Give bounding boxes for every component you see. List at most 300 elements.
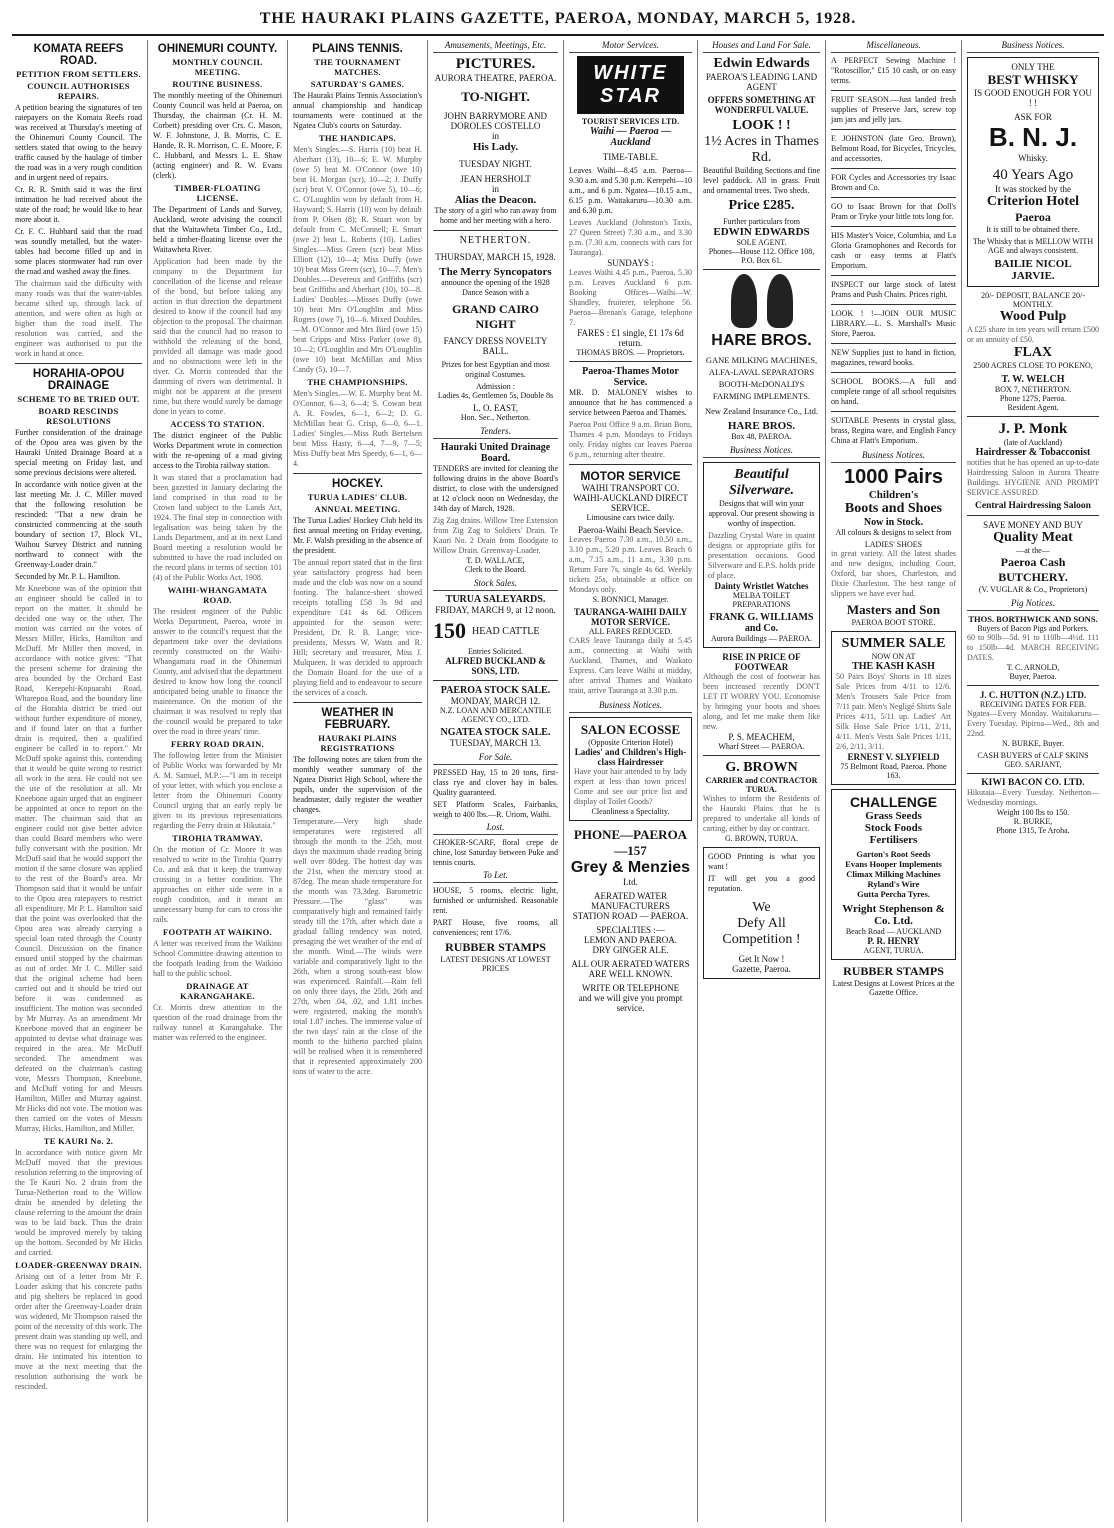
whisky-line: Whisky. <box>1018 153 1048 163</box>
film-star: JEAN HERSHOLT <box>460 174 531 184</box>
butchery-headline: Quality Meat <box>993 530 1073 545</box>
shoes-headline: 1000 Pairs <box>844 466 943 488</box>
stock-sale: PAEROA STOCK SALE. <box>440 685 551 696</box>
classified: SUITABLE Presents in crystal glass, brass, Regina ware, and English Fancy China at Flatt's Emporium. <box>831 416 956 445</box>
divider <box>831 275 956 276</box>
carrier-role: CARRIER and CONTRACTOR TURUA. <box>705 776 818 794</box>
divider <box>433 680 558 681</box>
divider <box>831 90 956 91</box>
buyer-name: R. BURKE, <box>1013 817 1053 826</box>
carrier-body: Wishes to inform the Residents of the Hauraki Plains that he is prepared to undertake all kinds of carting, either by day or contract. <box>703 794 820 833</box>
subhead: FERRY ROAD DRAIN. <box>170 739 265 749</box>
wood-body: A £25 share in ten years will return £500 or an annuity of £50. <box>967 325 1099 344</box>
divider <box>831 343 956 344</box>
section-header: Business Notices. <box>703 445 820 458</box>
salon-ad <box>569 717 692 821</box>
defy-line: Defy All <box>737 916 786 931</box>
subhead: MONTHLY COUNCIL MEETING. <box>172 57 263 77</box>
subhead: SCHEME TO BE TRIED OUT. <box>17 394 140 404</box>
company-name: HARE BROS. <box>727 420 796 432</box>
subhead: FOOTPATH AT WAIKINO. <box>163 927 272 937</box>
butchery-owner: (V. VUGLAR & Co., Proprietors) <box>978 585 1088 594</box>
cattle-label: HEAD CATTLE <box>472 625 540 637</box>
auctioneer: N.Z. LOAN AND MERCANTILE AGENCY CO., LTD. <box>439 706 552 724</box>
proprietors: THOMAS BROS. — Proprietors. <box>576 348 685 357</box>
sundays-label: SUNDAYS : <box>607 258 654 268</box>
classified: FOR Cycles and Accessories try Isaac Brown and Co. <box>831 173 956 192</box>
timetable-label: TIME-TABLE. <box>602 152 659 162</box>
agent-role: SOLE AGENT. <box>736 238 787 247</box>
article-paragraph: The district engineer of the Public Works Department wrote in connection with the re-opening of a road giving access to the Tirohia railway station. <box>153 431 282 470</box>
divider <box>703 755 820 756</box>
salon-name: SALON ECOSSE <box>580 722 681 737</box>
manager: S. BONNICI, Manager. <box>592 595 669 604</box>
classified: HIS Master's Voice, Columbia, and La Gloria Gramophones and Records for cash or easy terms at Flatt's Emporium. <box>831 231 956 270</box>
agent-tag: PAEROA'S LEADING LAND AGENT <box>705 72 818 92</box>
section-header: Lost. <box>433 822 558 835</box>
whisky-brand: BAILIE NICOL JARVIE. <box>994 258 1072 282</box>
column-6 <box>698 40 826 1522</box>
buyer-name: T. C. ARNOLD, <box>1006 663 1060 672</box>
contact-prompt: WRITE OR TELEPHONE <box>581 983 680 993</box>
section-header: Stock Sales. <box>433 578 558 591</box>
film-stars: JOHN BARRYMORE AND DOROLES COSTELLO <box>443 111 548 131</box>
agent-box: BOX 7, NETHERTON. <box>994 385 1072 394</box>
classified: HOUSE, 5 rooms, electric light, furnished or unfurnished. Reasonable rent. <box>433 886 558 915</box>
article-body: Application had been made by the company to the Department for cancellation of the license and release of the bond, but before taking any action in that direction the department desired to know if the council had any objection to the proposal. The chairman said that the council had no reason to withhold the releasing of the bond, provided all damage was made good and no obstructions were left in the river. Cr. Morris contended that the damming of rivers was detrimental. It might not be apparent at the present time, but there would surely be damage done in years to come. <box>153 257 282 416</box>
carrier-sign: G. BROWN, TURUA. <box>725 834 798 843</box>
article-body: The resident engineer of the Public Works Department, Paeroa, wrote in answer to the council's request that the department take over the deviations recently constructed on the Waihi-Whangamata road in the Ohinemuri County, and advised that the department desired to know how long the council anticipated being unable to finance the maintenance. On the motion of the chairman it was resolved to reply that the council would be prepared to take over the road in three years' time. <box>153 607 282 736</box>
headline-tennis: PLAINS TENNIS. <box>312 43 403 55</box>
rubber-stamps-text: LATEST DESIGNS AT LOWEST PRICES <box>440 955 551 973</box>
classified: INSPECT our large stock of latest Prams and Push Chairs. Prices right. <box>831 280 956 299</box>
flax-acres: 2500 ACRES CLOSE TO POKENO, <box>973 361 1093 370</box>
service-note: Limousine cars twice daily. <box>586 513 675 522</box>
ad-pictures: PICTURES. <box>455 56 536 72</box>
challenge-company: Wright Stephenson & Co. Ltd. <box>842 903 945 927</box>
whisky-ad <box>967 57 1099 287</box>
specialties-label: SPECIALTIES :— <box>596 925 665 935</box>
challenge-item: Evans Hooper Implements <box>845 859 942 869</box>
sale-title: SUMMER SALE <box>841 636 946 651</box>
column-3 <box>288 40 428 1522</box>
challenge-item: Garton's Root Seeds <box>856 849 931 859</box>
salon-body: Have your hair attended to by lady expert at less than town prices! Come and see our price list and display of Toilet Goods? <box>574 767 687 806</box>
prizes-text: Prizes for best Egyptian and most original Costumes. <box>441 360 550 379</box>
subhead: TURUA LADIES' CLUB. <box>307 492 408 502</box>
white-star-logo: WHITE STAR <box>577 56 684 114</box>
agent-name: T. W. WELCH <box>1001 374 1065 385</box>
buyer-name: GEO. SARJANT, <box>1004 760 1062 769</box>
proprietor-address: 75 Belmont Road, Paeroa. Phone 163. <box>840 762 947 780</box>
subhead: ACCESS TO STATION. <box>170 419 265 429</box>
pig-body: 60 to 90lb—5d. 91 to 110lb—4½d. 111 to 150lb—4d. MARCH RECEIVING DATES. <box>967 633 1099 662</box>
netherton-label: NETHERTON. <box>459 235 532 246</box>
headline-weather: WEATHER IN FEBRUARY. <box>321 707 394 731</box>
service-name: TAURANGA-WAIHI DAILY MOTOR SERVICE. <box>573 607 688 627</box>
divider <box>831 129 956 130</box>
classified: SCHOOL BOOKS.—A full and complete range of all school requisites on hand. <box>831 377 956 406</box>
hare-bros-logo: HARE BROS. <box>711 332 812 349</box>
article-body: Men's Singles.—S. Harris (10) beat H. Aberhart (13), 10—6; E. W. Murphy (owe 5) beat M. O'Connor (owe 10) beat H. Morgan (scr), 10—2; J. Duffy (scr) beat V. O'Connor (owe 5), 10—6; C. O'Loughlin won by default from H. Hayward; S. Harris (10) won by default from P. Olsen (8); R. Stuart won by default from C. McConnell; E. Smart (owe 2) beat L. Roberts (10). Ladies' Singles.—Miss Green (scr) beat Miss Elliott (12), 10—4; Miss Duffy (owe 10) beat Miss Green (scr), 10—7. Men's Doubles.—Devereux and Griffiths (scr) beat Griffiths and Aberhart (10), 10—8. Ladies' Doubles.—Misses Duffy (owe 10) beat Mrs O'Loughlin and Miss Rogers (owe 7), 10—6. Mixed Doubles.—M. O'Connor and Mrs Bird (owe 15) beat Cripps and Miss Parker (owe 8), 10—2; O'Loughlin and Mrs O'Loughlin (owe 10) beat McMillan and Miss Candy (5), 10—7. <box>293 145 422 374</box>
defy-line: Competition ! <box>722 932 801 947</box>
printing-line: IT will get you a good reputation. <box>708 874 815 893</box>
hairdresser-origin: (late of Auckland) <box>1003 438 1063 447</box>
auctioneer: ALFRED BUCKLAND & SONS, LTD. <box>445 656 546 676</box>
logo-sub: TOURIST SERVICES LTD. <box>581 117 680 126</box>
article-paragraph: The Turua Ladies' Hockey Club held its first annual meeting on Friday evening, Mr. F. Walsh presiding in the absence of the president. <box>293 516 422 555</box>
specialty: DRY GINGER ALE. <box>592 945 669 955</box>
clerk-name: T. D. WALLACE, <box>466 556 525 565</box>
pig-buyer-desc: Buyers of Bacon Pigs and Porkers. <box>977 624 1089 633</box>
pig-body: Ngatea—Every Monday. Waitakaruru—Every Tuesday. Pipiroa—Wed., 8th and 22nd. <box>967 709 1099 738</box>
service-title: Paeroa-Thames Motor Service. <box>582 366 679 388</box>
company-box: Box 48, PAEROA. <box>731 432 792 441</box>
divider <box>831 168 956 169</box>
challenge-item: Stock Foods <box>864 822 923 834</box>
offer: OFFERS SOMETHING AT WONDERFUL VALUE. <box>707 95 816 115</box>
article-paragraph: Further consideration of the drainage of the Opou area was given by the Hauraki United Drainage Board at a special meeting on Friday last, and some previous decisions were altered. <box>15 428 142 477</box>
fares: FARES : £1 single, £1 17s 6d return. <box>577 328 684 348</box>
ad-text: Designs that will win your approval. Our present showing is worthy of inspection. <box>708 499 815 528</box>
agent-phone: Phone 127S, Paeroa. <box>999 394 1067 403</box>
divider <box>293 473 422 474</box>
in-label: in <box>491 131 499 141</box>
tender-text: TENDERS are invited for cleaning the following drains in the above Board's district, to close with the undersigned at 12 o'clock noon on Wednesday, the 14th day of March, 1928. <box>433 464 558 513</box>
hotel-town: Paeroa <box>1015 210 1051 224</box>
column-2 <box>148 40 288 1522</box>
headline-horahia: HORAHIA-OPOU DRAINAGE <box>32 368 125 392</box>
shoes-note: All colours & designs to select from <box>835 528 952 537</box>
divider <box>831 372 956 373</box>
subhead: SATURDAY'S GAMES. <box>310 79 405 89</box>
sale-date: TUESDAY, MARCH 13. <box>449 738 542 748</box>
sale-sub: NOW ON AT <box>871 652 916 661</box>
film-title: Alias the Deacon. <box>454 194 537 206</box>
subhead: DRAINAGE AT KARANGAHAKE. <box>180 981 255 1001</box>
hides-line: CASH BUYERS of CALF SKINS <box>977 751 1089 760</box>
sale-date: MONDAY, MARCH 12. <box>450 696 541 706</box>
sale-date: FRIDAY, MARCH 9, at 12 noon. <box>435 605 556 615</box>
subhead: THE CHAMPIONSHIPS. <box>307 377 408 387</box>
article-paragraph: The monthly meeting of the Ohinemuri County Council was held at Paeroa, on Thursday, the chairman (Cr. H. M. Corbett) presiding over Crs. C. Mason, W. F. Johnstone, J. B. Morris, C. E. Hande, R. R. Morrison, C. E. Moore, F. C. Hubbard, and Messrs L. E. Shaw (acting engineer) and R. W. Evans (clerk). <box>153 91 282 180</box>
section-header: Motor Services. <box>569 40 692 53</box>
wood-pulp: Wood Pulp <box>999 309 1067 324</box>
article-body: Men's Singles.—W. E. Murphy beat M. O'Connor, 6—3, 6—4; S. Cowan beat A. R. Fowles, 6—1, 6—2; D. G. McMillan beat G. Crisp, 6—0, 6—1. Ladies' Singles.—Miss Ruth Bertelsen beat Miss Hasty, 6—4, 7—9, 7—5; Miss Duffy beat Mrs Speedy, 6—1, 6—4. <box>293 389 422 468</box>
article-body: The chairman said the difficulty with many roads was that the water-tables became silted up, through lack of attention, and were often as high or higher than the road itself. The resolution was carried, and the engineer was authorised to put the work in hand at once. <box>15 279 142 358</box>
classified: CHOKER-SCARF, floral crepe de chine, lost Saturday between Puke and tennis courts. <box>433 838 558 867</box>
hotel-name: Criterion Hotel <box>986 194 1080 209</box>
subhead: LOADER-GREENWAY DRAIN. <box>15 1260 142 1270</box>
salon-desc: Ladies' and Children's High-class Hairdresser <box>574 747 687 767</box>
divider <box>15 363 142 364</box>
subhead: TIMBER-FLOATING LICENSE. <box>174 183 261 203</box>
service-body: CARS leave Tauranga daily at 5.45 a.m., connecting at Waihi with Auckland, Thames, and Waikato Express. Cars leave Waihi at midday, after arrival Thames and Waikato train, arrive Tauranga at 3.30 p.m. <box>569 636 692 695</box>
pig-body: Hikutaia—Every Tuesday. Netherton—Wednesday mornings. <box>967 788 1099 807</box>
subhead: WAIHI-WHANGAMATA ROAD. <box>167 585 268 605</box>
sale-store: THE KASH KASH <box>852 661 935 672</box>
article-paragraph: The following notes are taken from the monthly weather summary of the Ngatea District High School, where the pupils, under the supervision of the headmaster, daily register the weather changes. <box>293 755 422 814</box>
admission-label: Admission : <box>476 382 515 391</box>
classified: F. JOHNSTON (late Geo. Brown), Belmont Road, for Bicycles, Tricycles, and accessories. <box>831 134 956 163</box>
service-note: ALL FARES REDUCED. <box>588 627 673 636</box>
divider <box>967 773 1099 774</box>
company-suffix: Ltd. <box>623 877 638 887</box>
classified: SET Platform Scales, Fairbanks, weigh to 400 lbs.—R. Uriom, Waihi. <box>433 800 558 819</box>
divider <box>967 685 1099 686</box>
deposit-line: 20/- DEPOSIT, BALANCE 20/- MONTHLY. <box>981 291 1085 309</box>
classified: PRESSED Hay, 15 to 20 tons, first-class rye and clover hay in bales. Quality guaranteed. <box>433 768 558 797</box>
challenge-item: Fertilisers <box>869 834 918 846</box>
event-name: GRAND CAIRO NIGHT <box>452 302 539 331</box>
classified: GO to Isaac Brown for that Doll's Pram or Tryke your little tots long for. <box>831 202 956 221</box>
agent-role: Resident Agent. <box>1007 403 1059 412</box>
service-name: Paeroa-Waihi Beach Service. <box>578 525 683 535</box>
divider <box>569 464 692 465</box>
property-price: Price £285. <box>728 198 795 213</box>
ad-headline: Beautiful Silverware. <box>729 467 794 498</box>
announce-text: announce the opening of the 1928 Dance Season with a <box>441 278 550 297</box>
article-body: It was stated that a proclamation had been gazetted in January declaring the land comprised in that road to be Crown land subject to the Lands Act, 1924. The final step in connection with legalisation was being taken by the Lands Department, and at its next Land Board meeting a resolution would be submitted to have the road included on the record plans in terms of section 101 (4) of the Public Works Act, 1908. <box>153 473 282 582</box>
article-paragraph: In accordance with notice given at the last meeting Mr. J. C. Miller moved that the following resolution be rescinded: "That a new drain be constructed commencing at the south boundary of section 17, Block VI., Waihou Survey District and running northward to connect with the Greenway-Loader drain." <box>15 480 142 569</box>
agent-phones: Phones—House 112. Office 108, P.O. Box 61. <box>708 247 815 265</box>
bootmaker-address: Wharf Street — PAEROA. <box>718 742 805 751</box>
classified: FRUIT SEASON.—Just landed fresh supplies of Preserve Jars, screw top jam jars and jelly jars. <box>831 95 956 124</box>
proprietor: ERNEST V. SLYFIELD <box>847 752 940 762</box>
challenge-item: Ryland's Wire <box>867 879 920 889</box>
salon-tag: Cleanliness a Speciality. <box>591 807 670 816</box>
challenge-ad <box>831 789 956 960</box>
event-date: THURSDAY, MARCH 15, 1928. <box>435 252 556 262</box>
headline-komata: KOMATA REEFS ROAD. <box>33 43 124 67</box>
clerk-title: Clerk to the Board. <box>464 565 527 574</box>
company-trade: AERATED WATER MANUFACTURERS <box>591 891 670 911</box>
headline-ohinemuri: OHINEMURI COUNTY. <box>157 43 278 55</box>
salon-location: (Opposite Criterion Hotel) <box>588 738 673 747</box>
tuesday-label: TUESDAY NIGHT. <box>459 159 532 169</box>
pig-buyer: J. C. HUTTON (N.Z.) LTD. <box>979 690 1087 700</box>
tonight-label: TO-NIGHT. <box>461 89 530 104</box>
article-paragraph: The Hauraki Plains Tennis Association's annual championship and handicap tournaments were continued at the Ngatea Club's courts on Saturday. <box>293 91 422 130</box>
pig-buyer: THOS. BORTHWICK AND SONS. <box>968 614 1098 624</box>
divider <box>967 515 1099 516</box>
section-header: For Sale. <box>433 752 558 765</box>
film-blurb: The story of a girl who ran away from home and her meeting with a hero. <box>434 206 557 225</box>
challenge-agent: P. R. HENRY <box>867 936 920 946</box>
footwear-headline: RISE IN PRICE OF FOOTWEAR <box>722 652 801 672</box>
article-body: Temperature.—Very high shade temperatures were registered all through the month to the 25th, most days the maximum shade reading being well over 80deg. The hottest day was the 21st, when the mercury stood at 87deg. The mean shade temperature for the month was 73.3deg. Barometric Pressure.—The "glass" was comparatively high and remained fairly steady till the 17th, after which date a gradual falling tendency was noted, presaging the wet weather of the end of the month. Wind.—The winds were variable and comparatively light to the 26th, when a strong south-east blow was experienced. Rainfall.—Rain fell on only three days, the 25th, 26th and 27th, when .04, .02, and 1.81 inches were registered, making the month's total 1.87 inches. The immense value of the two days' rain at the close of the month to the hitherto parched plains will be realised when it is remembered that it represented approximately 200 tons of water to the acre. <box>293 817 422 1076</box>
article-body: The following letter from the Minister of Public Works was forwarded by Mr A. M. Samuel, M.P.:—"I am in receipt of your letter, with which you enclose a letter from the Ohinemuri County Council urging that an early reply be given to its previous representations regarding the Ferry drain at Hikutaia." <box>153 751 282 830</box>
specialty: LEMON AND PAEROA. <box>584 935 677 945</box>
classified: PART House, five rooms, all conveniences; rent 17/6. <box>433 918 558 937</box>
hare-figure <box>767 274 793 328</box>
agent-name: EDWIN EDWARDS <box>713 226 810 238</box>
butchery-name: BUTCHERY. <box>998 570 1068 584</box>
column-8 <box>962 40 1104 1522</box>
article-body: Arising out of a letter from Mr F. Loader asking that his concrete paths and pig shelters be replaced in good order after the Greenway-Loader drain was widened, Mr Thompson raised the point of the necessity of this work. The present drain was standing up well, and there was no request for enlarging the drain. He intimated his intention to move at the next meeting that the resolution authorising the work be rescinded. <box>15 1272 142 1391</box>
defy-line: We <box>752 900 771 915</box>
secretary-name: L. O. EAST, <box>472 403 519 413</box>
section-header: Houses and Land For Sale. <box>703 40 820 53</box>
band-name: The Merry Syncopators <box>439 266 552 278</box>
subhead: THE TOURNAMENT MATCHES. <box>314 57 401 77</box>
flax: FLAX <box>1013 345 1053 360</box>
article-paragraph: A petition bearing the signatures of ten ratepayers on the Komata Reefs road was received at Thursday's meeting of the Ohinemuri County Council. The settlers stated that owing to the heavy traffic caused by the haulage of timber the road was in a very rough condition and in urgent need of repairs. <box>15 103 142 182</box>
timetable-body: Leaves Waihi 4.45 p.m., Paeroa, 5.30 p.m. Leaves Auckland 6 p.m. Booking Offices—Waihi—W. Shandley, fruiterer, telephone 56. Paeroa—Brenan's Garage, telephone 7. <box>569 268 692 327</box>
cta-address: Gazette, Paeroa. <box>732 964 791 974</box>
masthead: THE HAURAKI PLAINS GAZETTE, PAEROA, MONDAY, MARCH 5, 1928. <box>12 10 1104 36</box>
look-label: LOOK ! ! <box>732 118 791 133</box>
challenge-agent-role: AGENT, TURUA. <box>863 946 924 955</box>
challenge-item: Climax Milking Machines <box>846 869 941 879</box>
sale-body: 50 Pairs Boys' Shorts in 18 sizes Sale Prices from 4/11 to 12/6. Men's Trousers Sale Price from 7/11 pair. Men's Negligé Shirts Sale Prices 4/11, 5/11 up. Ladies' Art Silk Hose Sale Price 1/11, 2/11, 4/11. Men's Vests Sale Prices 1/11, 2/6, 2/11, 3/11. <box>836 672 951 751</box>
section-header: Business Notices. <box>569 700 692 713</box>
subhead: ANNUAL MEETING. <box>314 504 401 514</box>
buyer-role: Buyer, Paeroa. <box>1009 672 1057 681</box>
subhead: TE KAURI No. 2. <box>43 1136 114 1146</box>
whisky-line: IS GOOD ENOUGH FOR YOU ! ! <box>974 88 1092 108</box>
pig-buyer: KIWI BACON CO. LTD. <box>981 778 1085 788</box>
service-body: Leaves Paeroa 7.30 a.m., 10.50 a.m., 3.10 p.m., 5.20 p.m. Leaves Beach 6 a.m., 7.15 a.m., 11 a.m., 3.30 p.m. Return Fare 7s, single 4s 6d. Weekly tickets 25s, obtainable at office on Mondays only. <box>569 535 692 594</box>
section-header: Pig Notices. <box>967 598 1099 611</box>
tagline: ALL OUR AERATED WATERS ARE WELL KNOWN. <box>571 959 690 979</box>
theatre-name: AURORA THEATRE, PAEROA. <box>434 73 557 83</box>
insurance: New Zealand Insurance Co., Ltd. <box>704 406 819 416</box>
whisky-line: ONLY THE <box>1011 62 1055 72</box>
divider <box>831 226 956 227</box>
divider <box>831 411 956 412</box>
section-header: Business Notices. <box>831 450 956 463</box>
whisky-line: It was stocked by the <box>995 184 1071 194</box>
cta: Get It Now ! <box>738 954 785 964</box>
subhead: HAURAKI PLAINS REGISTRATIONS <box>318 733 397 753</box>
bnj-brand: B. N. J. <box>988 122 1078 152</box>
ad-body: Dazzling Crystal Ware in quaint designs or appropriate gifts for presentation occasions. Good Silverware and E.P.S. holds pride of place. <box>708 531 815 580</box>
contact-promise: and we will give you prompt service. <box>578 993 683 1013</box>
headline-hockey: HOCKEY. <box>331 478 384 490</box>
divider <box>569 361 692 362</box>
stock-sale: NGATEA STOCK SALE. <box>440 727 551 738</box>
article-paragraph: Cr. F. C. Hubbard said that the road was soundly metalled, but the water-tables had become filled up and in some places stormwater had run over the road and washed away the fines. <box>15 227 142 276</box>
route: Waihi — Paeroa — Auckland <box>589 126 672 148</box>
classified: NEW Supplies just to hand in fiction, magazines, reward books. <box>831 348 956 367</box>
shoes-sub: Children's <box>868 489 919 501</box>
article-body: Cr. Morris drew attention to the question of the road drainage from the railway tunnel at Karangahake. The matter was referred to the engineer. <box>153 1003 282 1042</box>
service-body: Paeroa Post Office 9 a.m. Brian Boru, Thames 4 p.m. Mondays to Fridays only. Friday nights car leaves Paeroa 6 p.m., returning after theatre. <box>569 420 692 459</box>
butchery-name: Paeroa Cash <box>1000 555 1066 569</box>
saloon-name: Central Hairdressing Saloon <box>975 501 1091 511</box>
subhead: PETITION FROM SETTLERS. <box>16 69 141 79</box>
divider <box>703 269 820 270</box>
article-body: A letter was received from the Waikino School Committee drawing attention to the footpath leading from the Waikino hall to the public school. <box>153 939 282 978</box>
article-paragraph: The Department of Lands and Survey, Auckland, wrote advising the council that the Waitawheta Timber Co., Ltd., held a timber-floating license over the Waitawheta River. <box>153 205 282 254</box>
whisky-line: 40 Years Ago <box>992 167 1074 183</box>
hare-illustration <box>703 274 820 328</box>
tender-detail: Zig Zag drains. Willow Tree Extension from Zig Zag to Soldiers' Drain. Te Kauri No. 2 Drain from floodgate to Willow Drain. Greenway-Loader. <box>433 516 558 555</box>
printing-line: GOOD Printing is what you want ! <box>708 852 815 871</box>
butchery-line: SAVE MONEY AND BUY <box>983 520 1083 530</box>
section-header: To Let. <box>433 870 558 883</box>
hairdresser-body: notifies that he has opened an up-to-date Hairdressing Saloon in Aurora Theatre Buildings. HYGIENE AND PROMPT SERVICE ASSURED. <box>967 458 1099 497</box>
article-paragraph: Cr. R. R. Smith said it was the first intimation he had received about the state of the road; he would like to hear more about it. <box>15 185 142 224</box>
subhead: ROUTINE BUSINESS. <box>172 79 263 89</box>
divider <box>831 197 956 198</box>
challenge-address: Beach Road — AUCKLAND <box>845 927 942 936</box>
whisky-line: It is still to be obtained there. <box>986 225 1080 234</box>
ad-item: Dainty Wristlet Watches <box>714 581 809 591</box>
column-1 <box>10 40 148 1522</box>
rubber-stamps-text: Latest Designs at Lowest Prices at the Gazette Office. <box>832 979 955 997</box>
section-header: Amusements, Meetings, Etc. <box>433 40 558 53</box>
divider <box>293 702 422 703</box>
column-7 <box>826 40 962 1522</box>
classified: A PERFECT Sewing Machine ! "Rotoscillor," £15 10 cash, or on easy terms. <box>831 56 956 85</box>
rubber-stamps: RUBBER STAMPS <box>445 940 546 954</box>
article-body: The annual report stated that in the first year satisfactory progress had been made and the club was now on a sound footing. The balance-sheet showed receipts totalling £58 3s 9d and expenditure £41 4s 6d. Officers appointed for the season were: President, Dr. R. B. Lange; vice-presidents, Messrs W. Watts and R. Hill; secretary and treasurer, Miss J. Mulqueen. It was decided to approach the Domain Board for the use of a playing field and to endeavour to secure the services of a coach. <box>293 558 422 697</box>
divider <box>433 230 558 231</box>
hare-figure <box>731 274 757 328</box>
article-body: On the motion of Cr. Moore it was resolved to write to the Tirohia Quarry Co. and ask that it keep the tramway crossing in a better condition. The approaches on either side were in a rough condition, and it meant an unnecessary bump for cars to cross the rails. <box>153 845 282 924</box>
challenge-title: CHALLENGE <box>849 794 938 810</box>
summer-sale-ad <box>831 631 956 785</box>
shoes-body: in great variety. All the latest shades and new designs, including Court, Oxford, bar shoes, Charleston, and Dixie Charleston. The best range of slippers we have ever had. <box>831 549 956 598</box>
printing-ad <box>703 847 820 979</box>
products: GANE MILKING MACHINES, ALFA-LAVAL SEPARATORS BOOTH-McDONALD'S FARMING IMPLEMENTS. <box>705 355 818 401</box>
subhead: TIROHIA TRAMWAY. <box>172 833 263 843</box>
pig-buyer-desc: RECEIVING DATES FOR FEB. <box>979 700 1087 709</box>
butchery-line: —at the— <box>1016 546 1050 555</box>
whisky-line: The Whisky that is MELLOW WITH AGE and always consistent. <box>972 237 1094 255</box>
film-title: His Lady. <box>472 141 519 153</box>
admission-prices: Ladies 4s, Gentlemen 5s, Double 8s <box>437 391 554 400</box>
event-sub: FANCY DRESS NOVELTY BALL. <box>443 336 548 356</box>
company-name: Grey & Menzies <box>570 859 691 876</box>
section-header: Business Notices. <box>967 40 1099 53</box>
subhead: BOARD RESCINDS RESOLUTIONS <box>38 406 119 426</box>
property-desc: Beautiful Building Sections and fine level paddock. All in grass. Fruit and ornamental trees. Two sheds. <box>703 166 820 195</box>
service-text: MR. D. MALONEY wishes to announce that he has commenced a service between Paeroa and Thames. <box>569 388 692 417</box>
article-body: In accordance with notice given Mr McDuff moved that the previous resolution referring to the improving of the Te Kauri No. 2 drain from the Turua-Netherton road to the Willow drain be amended by deleting the clause referring to the amount the drain was to be laid back. Thus the drain would be improved merely by taking up the bottom. Seconded by Mr Hicks and carried. <box>15 1148 142 1257</box>
challenge-item: Gutta Percha Tyres. <box>857 889 930 899</box>
shoes-stock: Now in Stock. <box>863 517 924 528</box>
company: WAIHI TRANSPORT CO. <box>581 483 680 493</box>
further-label: Further particulars from <box>723 217 800 226</box>
ad-company: FRANK G. WILLIAMS and Co. <box>709 612 814 634</box>
buyer-phone: Phone 1315, Te Aroha. <box>996 826 1070 835</box>
service-name: WAIHI-AUCKLAND DIRECT SERVICE. <box>573 493 688 513</box>
bootmaker: P. S. MEACHEM, <box>728 732 795 742</box>
shoes-title: Boots and Shoes <box>844 501 943 516</box>
challenge-item: Grass Seeds <box>865 810 922 822</box>
section-header: Miscellaneous. <box>831 40 956 53</box>
article-paragraph: Seconded by Mr. P. L. Hamilton. <box>15 572 121 581</box>
divider <box>967 416 1099 417</box>
footwear-body: Although the cost of footwear has been increased recently DON'T LET IT WORRY YOU. Economise by bringing your boots and shoes along, and let me make them like new. <box>703 672 820 731</box>
timetable-body: Leaves Auckland (Johnston's Taxis, 27 Queen Street) 7.30 a.m., and 3.30 p.m. (7.30 a.m. connects with cars for Tauranga). <box>569 218 692 257</box>
shoes-cat: LADIES' SHOES <box>864 540 923 549</box>
rubber-stamps: RUBBER STAMPS <box>843 964 944 978</box>
column-5 <box>564 40 698 1522</box>
tender-board: Hauraki United Drainage Board. <box>440 442 551 464</box>
article-body: Mr Kneebone was of the opinion that an engineer should be called in to report on the matter. It should be decided one way or the other. The motion was carried on the votes of Messrs Miller, Hicks, Hamilton and McDuff. Mr Miller then moved, in accordance with notice given: "That the present scheme for draining the area bounded by the Orchard East Road, Kerepehi-Kopuarahi Road, Wharepoa Road, and the boundary line of the Horahia district be tried out without further expenditure of money, and if found later on that a further drain is required, then a qualified engineer be called in to report." Mr McDuff spoke against this, contending that it would be quite wrong to restrict all work in the area. He could not see the use of the resolution at all. Mr Kneebone again urged that an engineer be appointed at once to report on the matter. The chairman said that an engineer could not give better advice than could Board members who were fully conversant with the position. Mr McDuff said that he would support the motion if the same closure was applied to the rest of the Board's area. Mr Thompson said that it would be unfair to the Opou area ratepayers to restrict all expenditure. Mr P. L. Hamilton said that the point was overlooked that the Opou area was already carrying a special loan rated through the County Council. Discussion on the finance ensued until stopped by the chairman as out of order. Mr J. C. Miller said that the original scheme had been carried out and it should be tried out before it was condemned as insufficient. The motion was seconded by Mr Murray. As an amendment Mr Kneebone moved that an engineer be appointed to devise what drainage was required in the area. Mr McDuff seconded. The amendment was defeated on the chairman's casting vote, Messrs Thompson, Kneebone, and McDuff voting for and Messrs Hamilton, Miller and Murray against. Mr Hicks did not vote. The motion was then carried on the votes of Messrs Murray, Hicks, Hamilton, and Miller. <box>15 584 142 1133</box>
classified: LOOK ! !—JOIN OUR MUSIC LIBRARY.—L. S. Marshall's Music Store, Paeroa. <box>831 309 956 338</box>
motor-service: MOTOR SERVICE <box>580 469 681 483</box>
phone-number: PHONE—PAEROA —157 <box>573 827 688 858</box>
weight-line: Weight 100 lbs to 150. <box>996 808 1070 817</box>
cattle-count: 150 <box>433 618 466 643</box>
company-address: STATION ROAD — PAEROA. <box>572 911 689 921</box>
whisky-line: BEST WHISKY <box>987 72 1079 87</box>
